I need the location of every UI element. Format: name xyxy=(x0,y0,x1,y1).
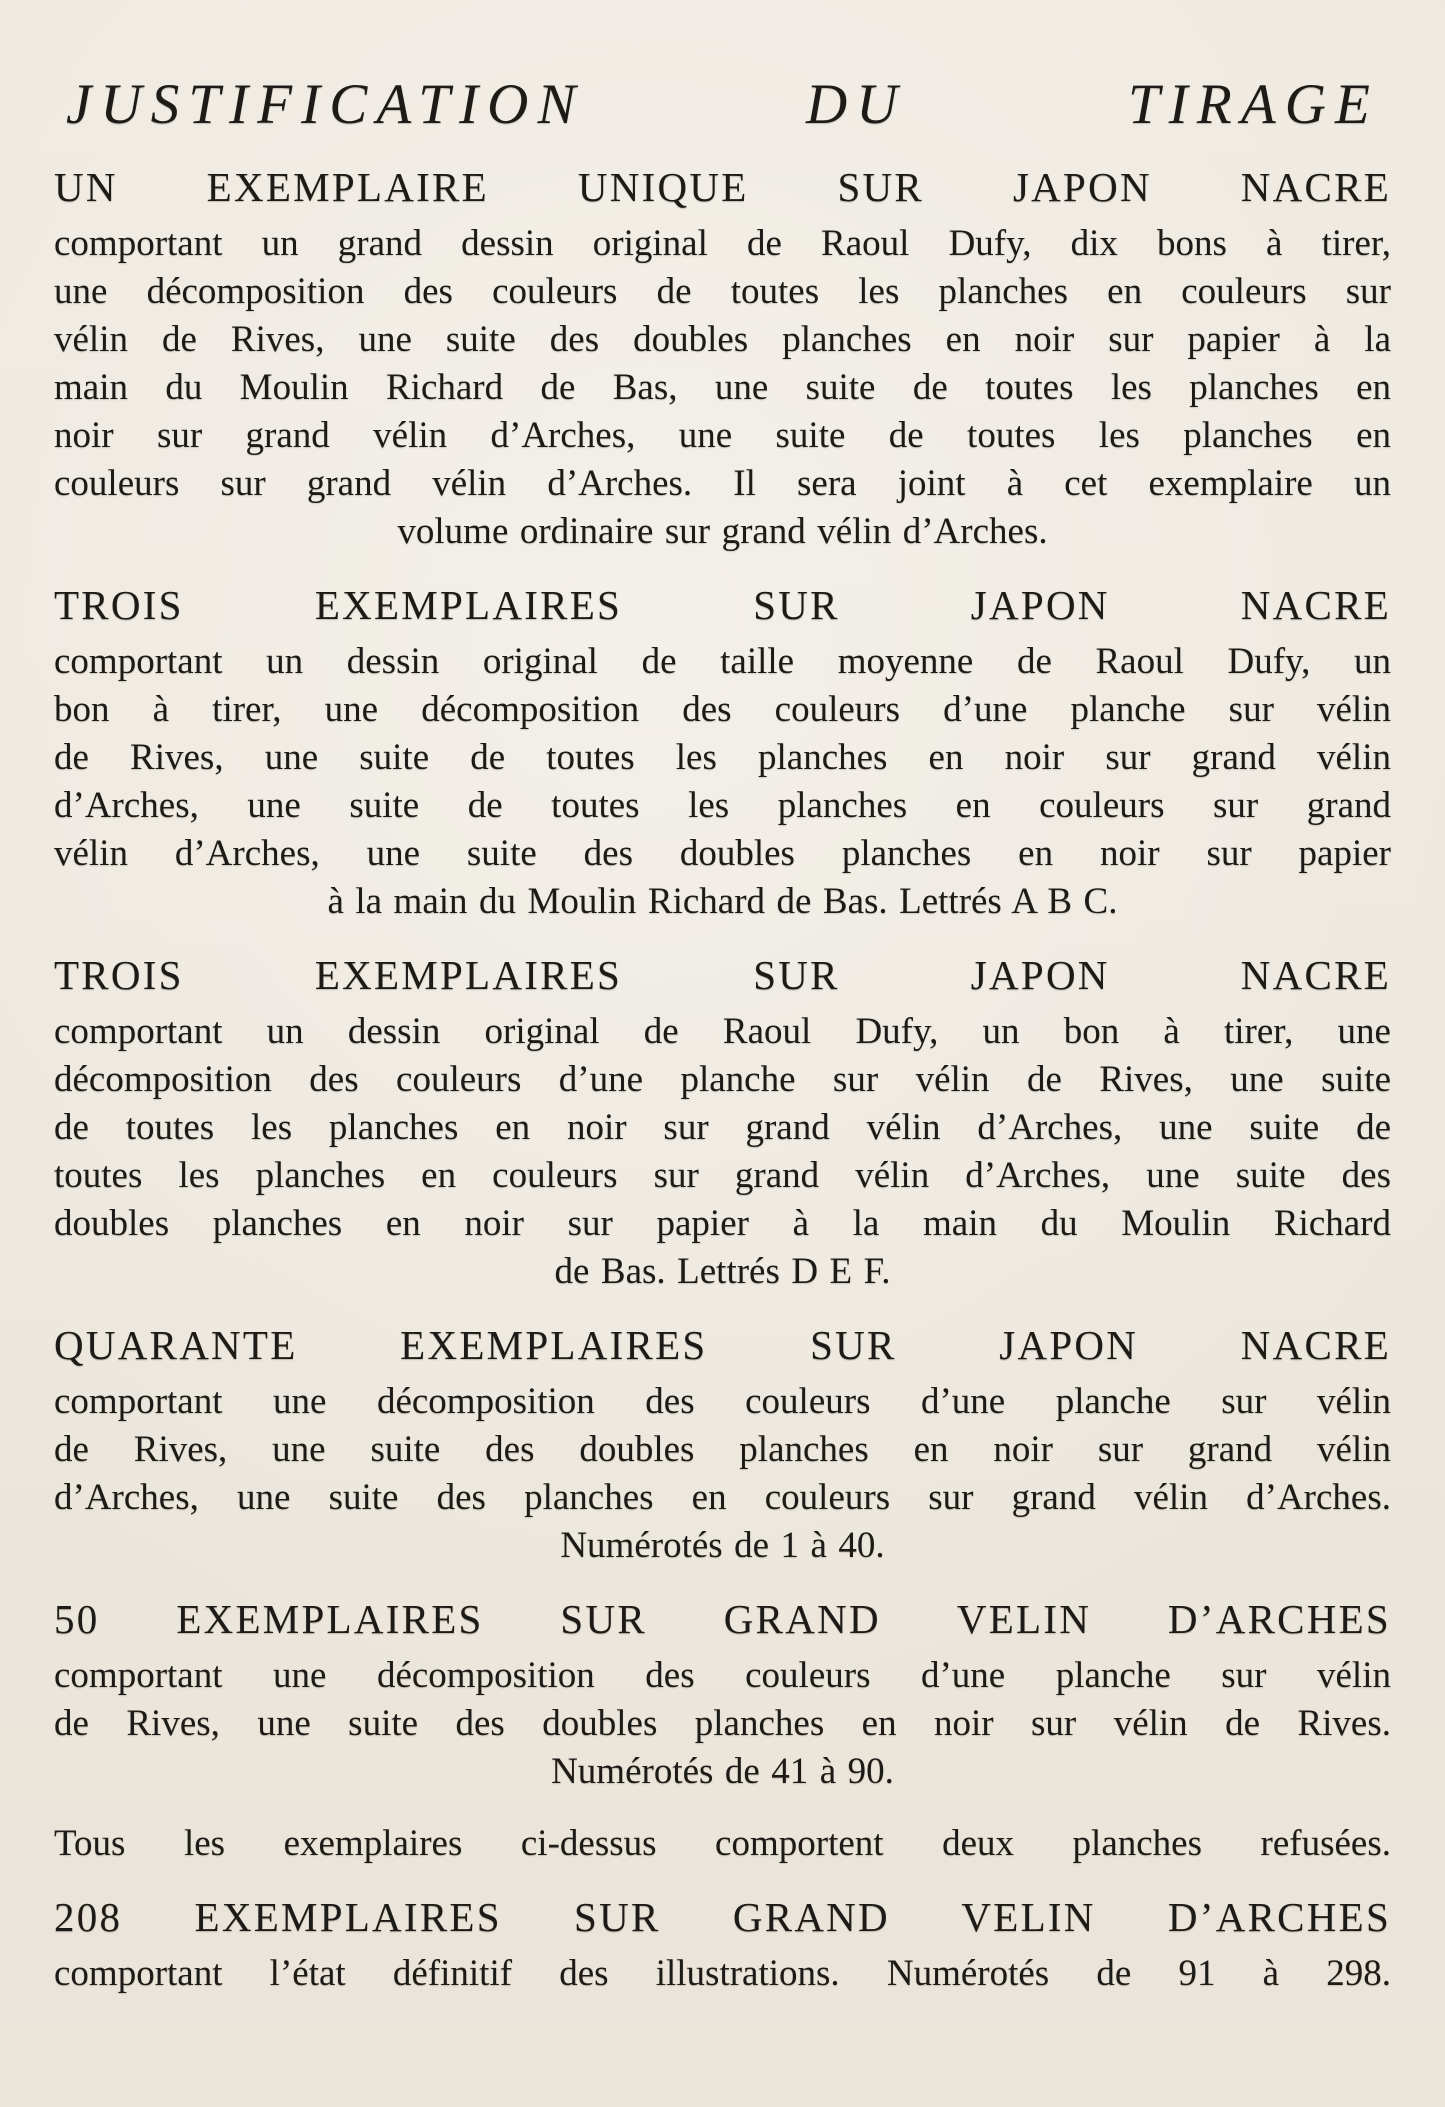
text-line: d’Arches, une suite des planches en couleurs sur grand vélin d’Arches. xyxy=(54,1477,1391,1518)
text-line: de Rives, une suite des doubles planches en noir sur vélin de Rives. xyxy=(54,1703,1391,1744)
section-heading: UN EXEMPLAIRE UNIQUE SUR JAPON NACRE xyxy=(54,164,1391,210)
text-line: décomposition des couleurs d’une planche sur vélin de Rives, une suite xyxy=(54,1059,1391,1100)
text-line: couleurs sur grand vélin d’Arches. Il sera joint à cet exemplaire un xyxy=(54,463,1391,504)
section-heading: 208 EXEMPLAIRES SUR GRAND VELIN D’ARCHES xyxy=(54,1894,1391,1940)
text-line: comportant un dessin original de Raoul Dufy, un bon à tirer, une xyxy=(54,1011,1391,1052)
section-50-exemplaires xyxy=(54,1596,1391,1796)
section-trois-exemplaires-1 xyxy=(54,582,1391,926)
section-heading: QUARANTE EXEMPLAIRES SUR JAPON NACRE xyxy=(54,1322,1391,1368)
text-line: Numérotés de 1 à 40. xyxy=(560,1525,885,1566)
text-line: doubles planches en noir sur papier à la main du Moulin Richard xyxy=(54,1203,1391,1244)
text-line: une décomposition des couleurs de toutes les planches en couleurs sur xyxy=(54,271,1391,312)
text-line: de Rives, une suite des doubles planches en noir sur grand vélin xyxy=(54,1429,1391,1470)
text-line: volume ordinaire sur grand vélin d’Arches. xyxy=(397,511,1048,552)
section-heading: TROIS EXEMPLAIRES SUR JAPON NACRE xyxy=(54,582,1391,628)
text-line: comportant l’état définitif des illustrations. Numérotés de 91 à 298. xyxy=(54,1953,1391,1994)
text-line: de Rives, une suite de toutes les planches en noir sur grand vélin xyxy=(54,737,1391,778)
text-line: noir sur grand vélin d’Arches, une suite de toutes les planches en xyxy=(54,415,1391,456)
note-all-copies: Tous les exemplaires ci-dessus comportent deux planches refusées. xyxy=(54,1823,1391,1864)
text-line: toutes les planches en couleurs sur grand vélin d’Arches, une suite des xyxy=(54,1155,1391,1196)
text-line: d’Arches, une suite de toutes les planches en couleurs sur grand xyxy=(54,785,1391,826)
text-line: bon à tirer, une décomposition des couleurs d’une planche sur vélin xyxy=(54,689,1391,730)
text-line: de toutes les planches en noir sur grand vélin d’Arches, une suite de xyxy=(54,1107,1391,1148)
section-quarante-exemplaires xyxy=(54,1322,1391,1570)
section-heading: TROIS EXEMPLAIRES SUR JAPON NACRE xyxy=(54,952,1391,998)
text-line: de Bas. Lettrés D E F. xyxy=(554,1251,891,1292)
page-title: JUSTIFICATION DU TIRAGE xyxy=(66,73,1379,136)
text-line: vélin de Rives, une suite des doubles planches en noir sur papier à la xyxy=(54,319,1391,360)
text-line: main du Moulin Richard de Bas, une suite de toutes les planches en xyxy=(54,367,1391,408)
text-line: Numérotés de 41 à 90. xyxy=(551,1751,894,1792)
text-line: comportant une décomposition des couleurs d’une planche sur vélin xyxy=(54,1655,1391,1696)
section-trois-exemplaires-2 xyxy=(54,952,1391,1296)
section-208-exemplaires xyxy=(54,1894,1391,1998)
text-line: comportant une décomposition des couleurs d’une planche sur vélin xyxy=(54,1381,1391,1422)
section-heading: 50 EXEMPLAIRES SUR GRAND VELIN D’ARCHES xyxy=(54,1596,1391,1642)
text-line: comportant un dessin original de taille moyenne de Raoul Dufy, un xyxy=(54,641,1391,682)
text-line: comportant un grand dessin original de Raoul Dufy, dix bons à tirer, xyxy=(54,223,1391,264)
text-line: à la main du Moulin Richard de Bas. Lettrés A B C. xyxy=(327,881,1118,922)
text-line: vélin d’Arches, une suite des doubles planches en noir sur papier xyxy=(54,833,1391,874)
section-un-exemplaire-unique xyxy=(54,164,1391,556)
